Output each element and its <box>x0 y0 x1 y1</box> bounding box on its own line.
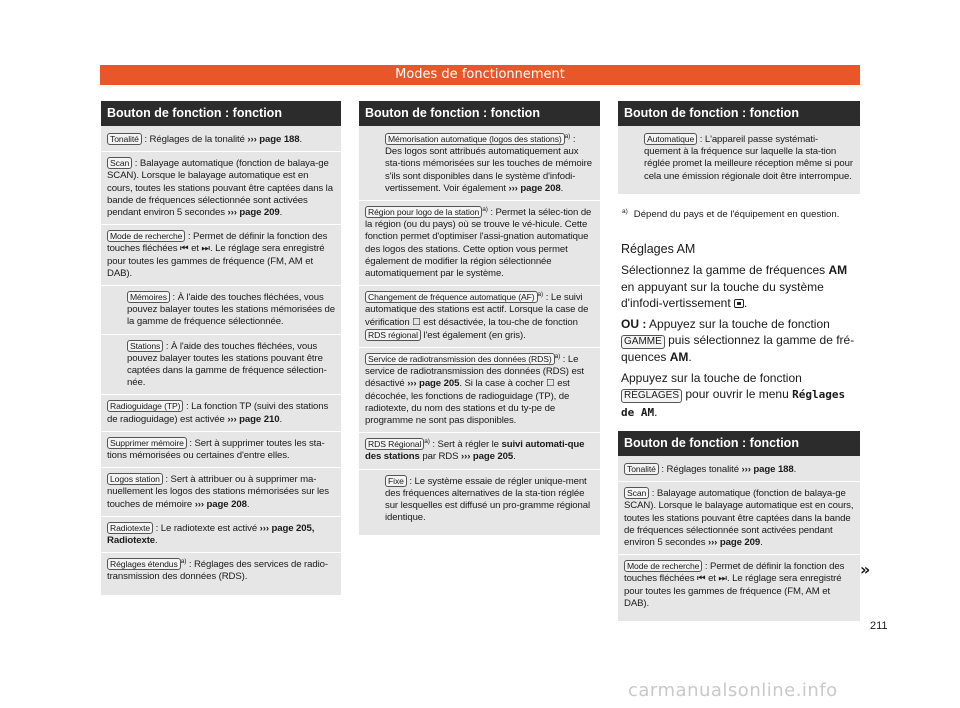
text: Appuyez sur la touche de fonction <box>646 316 830 331</box>
function-key: Mémorisation automatique (logos des stations) <box>385 133 565 145</box>
function-key: GAMME <box>621 335 665 349</box>
description: : Permet de définir la fonction des touches fléchées ⏮ et ⏭. Le réglage sera enregistré pour toutes les gammes de fréquence (FM, AM et DAB). <box>107 231 328 279</box>
description: : Permet la sélec-tion de la région (ou du pays) où se trouve le vé-hicule. Cette fonction permet d'optimiser l'assi-gnation automatique des logos des stations. Cette option vous permet également de modifier la région sélectionnée automatiquement par le système. <box>365 207 592 280</box>
description: : Permet de définir la fonction des touches fléchées ⏮ et ⏭. Le réglage sera enregistré pour toutes les gammes de fréquence (FM, AM et DAB). <box>624 561 845 609</box>
description: : Sert à attribuer ou à supprimer ma-nuellement les logos des stations mémorisées sur les touches de mémoire <box>107 474 329 510</box>
function-key: Fixe <box>385 475 407 487</box>
table-body <box>101 126 341 595</box>
paragraph-2: OU : Appuyez sur la touche de fonction GAMME puis sélectionnez la gamme de fré-quences AM. <box>621 316 855 364</box>
description: : Sert à supprimer toutes les sta-tions mémorisées ou certaines d'entre elles. <box>107 437 325 462</box>
table-title: Bouton de fonction : fonction <box>359 101 600 126</box>
function-key: RDS Régional <box>365 438 424 450</box>
text-bold: suivi automati-que des stations <box>365 439 585 463</box>
page-reference: ››› page 205 <box>461 451 514 463</box>
function-key: Supprimer mémoire <box>107 437 187 449</box>
continue-arrow: » <box>860 560 871 579</box>
paragraph-3: Appuyez sur la touche de fonction RÉGLAGES pour ouvrir le menu Réglages de AM. <box>621 370 846 419</box>
page-number: 211 <box>870 620 888 632</box>
punctuation: . <box>155 535 158 547</box>
text: Appuyez sur la touche de fonction <box>621 370 802 385</box>
table-row <box>101 128 341 152</box>
table-row <box>101 553 341 588</box>
text: puis sélectionnez la gamme de fré-quences <box>621 333 855 364</box>
punctuation: . <box>560 182 564 194</box>
table-body <box>359 126 600 535</box>
text-bold: OU : <box>621 316 647 331</box>
description: : Réglages tonalité <box>658 464 742 475</box>
description: : Réglages de la tonalité <box>141 134 248 145</box>
text-bold: AM <box>828 263 848 277</box>
punctuation: . <box>513 451 516 463</box>
function-key: Mode de recherche <box>624 560 702 572</box>
description: : La fonction TP (suivi des stations de radioguidage) est activée <box>107 401 329 425</box>
chapter-header <box>100 65 860 85</box>
page-reference: ››› page 205 <box>407 378 460 390</box>
function-key: RÉGLAGES <box>621 389 682 403</box>
function-key: Scan <box>624 487 649 499</box>
function-key: Logos station <box>107 473 163 485</box>
table-row <box>618 555 860 615</box>
table-row <box>101 225 341 286</box>
footnote-text: Dépend du pays et de l'équipement en question. <box>633 209 840 220</box>
footnote-mark: a) <box>622 207 628 215</box>
table-row <box>359 433 600 469</box>
function-key: Radiotexte <box>107 522 153 534</box>
text-bold: AM <box>669 350 689 364</box>
function-key: Mode de recherche <box>107 230 185 242</box>
description: : Le service de radiotransmission des données (RDS) est désactivé <box>365 354 584 390</box>
paragraph-1: Sélectionnez la gamme de fréquences AM en appuyant sur la touche du système d'infodi-vertissement . <box>621 263 848 310</box>
page-reference: ››› page 188 <box>247 134 300 145</box>
table-row <box>101 517 341 553</box>
footnote <box>622 208 860 220</box>
table-row <box>101 335 341 396</box>
table-row <box>618 128 860 188</box>
table-title: Bouton de fonction : fonction <box>101 101 341 126</box>
text: pour ouvrir le menu <box>682 387 793 401</box>
punctuation: . <box>299 134 303 145</box>
function-table-2 <box>359 101 600 535</box>
description: . Si la case à cocher ☐ est décochée, les fonctions de radioguidage (TP), de radiotexte, du nom des stations et du ty-pe de programme ne sont pas disponibles. <box>365 378 570 427</box>
description: : Balayage automatique (fonction de balaya-ge SCAN). Lorsque le balayage automatique est en cours, toutes les stations pouvant être captées dans la bande de fréquences sélectionnée sont activées pendant environ 5 secondes <box>107 158 333 219</box>
punctuation: . <box>793 464 797 475</box>
table-row <box>359 348 600 433</box>
text: Sélectionnez la gamme de fréquences <box>621 263 829 277</box>
punctuation: . <box>246 498 250 510</box>
table-body <box>618 456 860 621</box>
description: : À l'aide des touches fléchées, vous pouvez balayer toutes les stations pouvant être captées dans la gamme de fréquence sélection-née. <box>127 340 327 389</box>
description: : Balayage automatique (fonction de balaya-ge SCAN). Lorsque le balayage automatique est en cours, toutes les stations pouvant être captées dans la bande de fréquences sélectionnée sont activées pendant environ 5 secondes <box>624 488 854 549</box>
page-reference: ››› page 208 <box>508 182 561 194</box>
column-3 <box>618 101 860 621</box>
table-title: Bouton de fonction : fonction <box>618 101 860 126</box>
function-key: Scan <box>107 157 132 169</box>
function-key: Tonalité <box>624 463 659 475</box>
punctuation: . <box>760 537 763 549</box>
punctuation: . <box>279 413 283 425</box>
footnote-ref: a) <box>482 205 488 213</box>
description: : Des logos sont attribués automatiquement aux sta-tions mémorisées sur les touches de mémoire s'ils sont disponibles dans le système d'infodi-vertissement. Voir également <box>385 134 592 194</box>
footnote-ref: a) <box>554 352 561 360</box>
table-row <box>618 458 860 482</box>
page-reference: ››› page 208 <box>194 498 247 510</box>
table-row <box>359 470 600 530</box>
footnote-ref: a) <box>537 291 544 299</box>
table-body <box>618 126 860 194</box>
function-key: Service de radiotransmission des données (RDS) <box>365 353 555 365</box>
function-key: Mémoires <box>127 291 170 303</box>
function-key: Automatique <box>644 133 697 145</box>
function-key: Réglages étendus <box>107 558 181 570</box>
function-table-3 <box>618 101 860 194</box>
table-row <box>359 286 600 348</box>
function-key: Radioguidage (TP) <box>107 400 183 412</box>
table-row <box>101 395 341 431</box>
description: : Le suivi automatique des stations est actif. Lorsque la case de vérification ☐ est désactivée, la tou-che de fonction <box>365 292 589 328</box>
table-row <box>101 468 341 517</box>
function-key: Changement de fréquence automatique (AF) <box>365 291 538 303</box>
description: par RDS <box>419 451 461 463</box>
table-row <box>101 152 341 225</box>
table-row <box>359 201 600 286</box>
description: : À l'aide des touches fléchées, vous pouvez balayer toutes les stations mémorisées de la gamme de fréquence sélectionnée. <box>127 292 335 328</box>
description: : Sert à régler le <box>429 439 502 451</box>
watermark: carmanualsonline.info <box>628 680 838 701</box>
page-reference: ››› page 209 <box>227 207 280 219</box>
function-key: Tonalité <box>107 133 142 145</box>
function-key: Région pour logo de la station <box>365 206 482 218</box>
table-row <box>101 432 341 468</box>
table-row <box>359 128 600 201</box>
punctuation: . <box>279 207 283 219</box>
footnote-ref: a) <box>424 438 430 446</box>
description: : Réglages des services de radio-transmission des données (RDS). <box>107 559 328 583</box>
page-reference: ››› page 188 <box>741 464 794 475</box>
table-title: Bouton de fonction : fonction <box>618 431 860 456</box>
page-reference: ››› page 210 <box>227 413 280 425</box>
menu-name: Réglages de AM <box>621 388 846 419</box>
description: : Le radiotexte est activé <box>153 522 260 534</box>
description: : Le système essaie de régler unique-ment des fréquences alternatives de la sta-tion réglée sur lesquelles est diffusé un pro-gramme régional identique. <box>385 475 591 524</box>
function-table-4 <box>618 431 860 621</box>
footnote-ref: a) <box>564 132 571 140</box>
page-reference: ››› page 205, Radiotexte <box>107 522 315 547</box>
chapter-title: Modes de fonctionnement <box>395 67 565 82</box>
description: : L'appareil passe systémati-quement à la fréquence sur laquelle la sta-tion réglée promet la meilleure réception même si pour cela une émission régionale doit être interrompue. <box>644 134 853 182</box>
description: l'est également (en gris). <box>420 329 526 341</box>
table-row <box>618 482 860 555</box>
function-key: RDS régional <box>365 329 421 341</box>
radio-icon <box>734 299 744 308</box>
function-table-1 <box>101 101 341 595</box>
table-row <box>101 286 341 335</box>
page-reference: ››› page 209 <box>707 537 761 549</box>
footnote-ref: a) <box>180 558 187 566</box>
function-key: Stations <box>127 340 163 352</box>
section-heading: Réglages AM <box>621 242 696 256</box>
text: en appuyant sur la touche du système d'infodi-vertissement <box>621 279 824 310</box>
